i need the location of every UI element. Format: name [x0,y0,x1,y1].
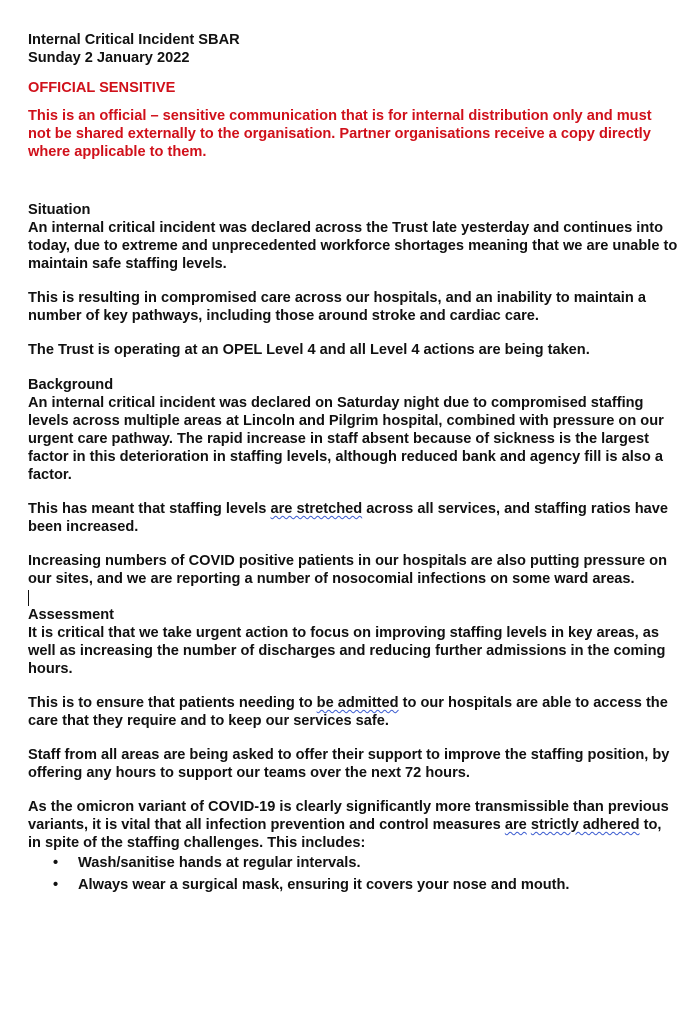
infection-control-list [28,854,678,894]
assessment-paragraph-1: It is critical that we take urgent action to focus on improving staffing levels in key areas, as well as increasing the number of discharges and reducing further admissions in the coming hours. [28,625,666,677]
spellcheck-flag: are [504,817,527,833]
situation-paragraph-1: An internal critical incident was declared across the Trust late yesterday and continues into today, due to extreme and unprecedented workforce shortages meaning that we are unable to maintain safe staffing levels. [28,220,678,272]
assessment-heading: Assessment [28,607,114,623]
spellcheck-flag: be admitted [316,695,399,711]
assessment-paragraph-4 [28,798,678,852]
background-paragraph-2-end: across all services, and staffing ratios have been increased. [28,501,668,535]
bullet-icon: • [53,855,59,871]
situation-paragraph-3: The Trust is operating at an OPEL Level 4 and all Level 4 actions are being taken. [28,342,590,358]
list-item [28,876,678,894]
background-paragraph-2 [28,500,678,536]
assessment-paragraph-2-end: to our hospitals are able to access the care that they require and to keep our services safe. [28,695,668,729]
list-item-text: Always wear a surgical mask, ensuring it covers your nose and mouth. [78,877,570,893]
list-item [28,854,678,872]
document-date: Sunday 2 January 2022 [28,50,190,66]
sensitivity-notice: This is an official – sensitive communication that is for internal distribution only and must not be shared externally to the organisation. Partner organisations receive a copy directly where applicable to them. [28,108,652,160]
background-paragraph-3: Increasing numbers of COVID positive patients in our hospitals are also putting pressure on our sites, and we are reporting a number of nosocomial infections on some ward areas. [28,553,667,587]
background-heading: Background [28,377,114,393]
background-paragraph-2-start: This has meant that staffing levels [28,501,271,517]
sbar-document [28,31,678,898]
assessment-paragraph-3: Staff from all areas are being asked to offer their support to improve the staffing position, by offering any hours to support our teams over the next 72 hours. [28,747,670,781]
list-item-text: Wash/sanitise hands at regular intervals. [78,855,361,871]
assessment-paragraph-2-start: This is to ensure that patients needing to [28,695,317,711]
assessment-paragraph-4-start: As the omicron variant of COVID-19 is clearly significantly more transmissible than previous variants, it is vital that all infection prevention and control measures [28,799,669,833]
situation-heading: Situation [28,202,91,218]
assessment-paragraph-4-end: to, in spite of the staffing challenges. This includes: [28,817,662,851]
spellcheck-flag: are stretched [270,501,363,517]
text-cursor [28,590,29,606]
situation-paragraph-2: This is resulting in compromised care across our hospitals, and an inability to maintain a number of key pathways, including those around stroke and cardiac care. [28,290,646,324]
sensitivity-label: OFFICIAL SENSITIVE [28,80,176,96]
spellcheck-flag: strictly adhered [530,817,640,833]
assessment-paragraph-2 [28,694,678,730]
document-title: Internal Critical Incident SBAR [28,32,240,48]
background-paragraph-1: An internal critical incident was declared on Saturday night due to compromised staffing levels across multiple areas at Lincoln and Pilgrim hospital, combined with pressure on our urgent care pathway. The rapid increase in staff absent because of sickness is the largest factor in this deterioration in staffing levels, although reduced bank and agency fill is also a factor. [28,395,664,483]
bullet-icon: • [53,877,59,893]
